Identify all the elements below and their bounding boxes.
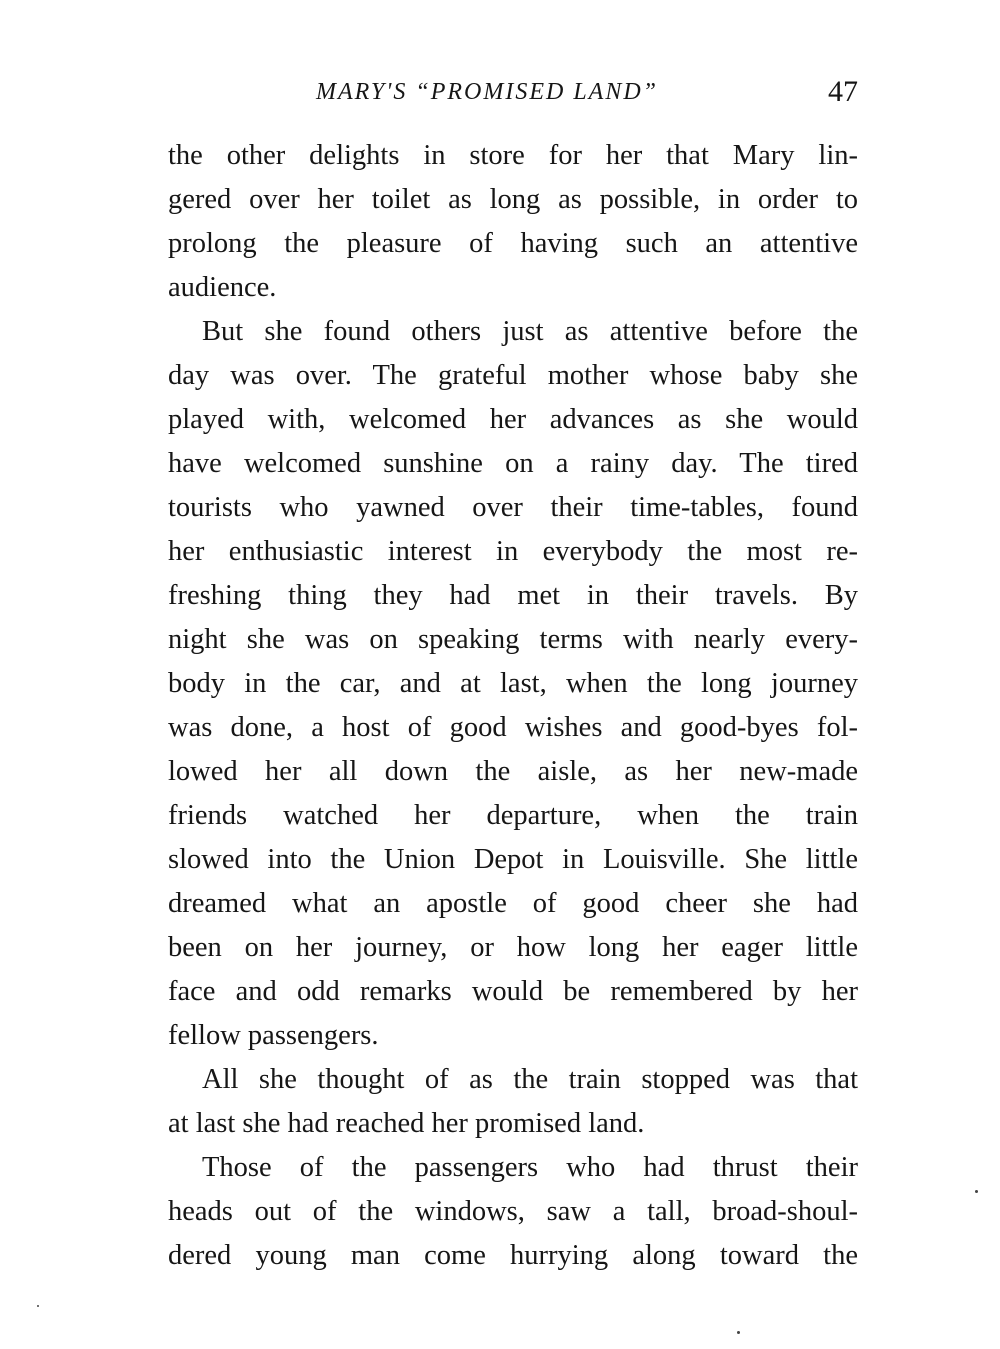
text-line: audience. [168, 272, 277, 303]
scan-speck [975, 1190, 978, 1193]
scan-speck [737, 1331, 740, 1334]
text-line: body in the car, and at last, when the long journey [168, 668, 858, 699]
text-line: was done, a host of good wishes and good-byes fol- [168, 712, 858, 743]
running-title: MARY'S “PROMISED LAND” [316, 79, 659, 105]
text-line: heads out of the windows, saw a tall, broad-shoul- [168, 1196, 858, 1227]
text-line: friends watched her departure, when the train [168, 800, 858, 831]
text-line: played with, welcomed her advances as she would [168, 404, 858, 435]
text-line: freshing thing they had met in their travels. By [168, 580, 858, 611]
text-line: slowed into the Union Depot in Louisville. She little [168, 844, 858, 875]
text-line: night she was on speaking terms with nearly every- [168, 624, 858, 655]
text-line: tourists who yawned over their time-tables, found [168, 492, 858, 523]
text-line: day was over. The grateful mother whose baby she [168, 360, 858, 391]
text-line: her enthusiastic interest in everybody the most re- [168, 536, 858, 567]
text-line: at last she had reached her promised land. [168, 1108, 645, 1139]
paragraph-first-line: But she found others just as attentive before the [202, 316, 858, 347]
text-line: been on her journey, or how long her eager little [168, 932, 858, 963]
paragraph-first-line: Those of the passengers who had thrust their [202, 1152, 858, 1183]
page-number: 47 [828, 75, 858, 108]
text-line: face and odd remarks would be remembered by her [168, 976, 858, 1007]
text-line: the other delights in store for her that Mary lin- [168, 140, 858, 171]
body-text [168, 134, 858, 1278]
paragraph-first-line: All she thought of as the train stopped was that [202, 1064, 858, 1095]
text-line: prolong the pleasure of having such an attentive [168, 228, 858, 259]
text-line: fellow passengers. [168, 1020, 379, 1051]
text-line: lowed her all down the aisle, as her new-made [168, 756, 858, 787]
scan-speck [37, 1305, 39, 1307]
text-line: gered over her toilet as long as possible, in order to [168, 184, 858, 215]
text-line: dered young man come hurrying along toward the [168, 1240, 858, 1271]
running-header [168, 74, 858, 110]
text-line: have welcomed sunshine on a rainy day. The tired [168, 448, 858, 479]
text-line: dreamed what an apostle of good cheer she had [168, 888, 858, 919]
